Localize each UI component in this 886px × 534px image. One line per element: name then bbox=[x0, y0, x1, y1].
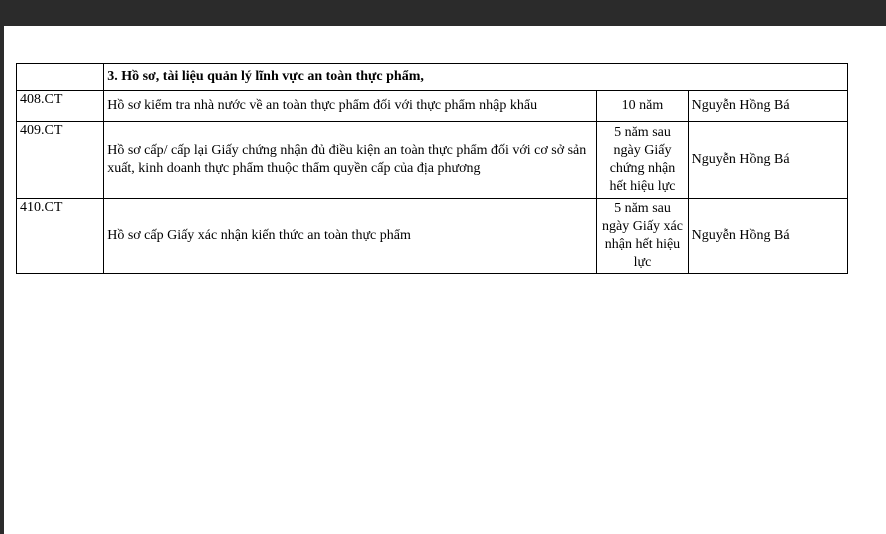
section-header-row bbox=[17, 64, 848, 91]
table-row bbox=[17, 91, 848, 122]
viewer-top-bar bbox=[0, 0, 886, 16]
table-row bbox=[17, 199, 848, 274]
retention-period: 5 năm sau ngày Giấy xác nhận hết hiệu lực bbox=[597, 199, 688, 274]
record-code: 409.CT bbox=[17, 122, 104, 199]
section-title: 3. Hồ sơ, tài liệu quản lý lĩnh vực an toàn thực phẩm, bbox=[104, 64, 848, 91]
responsible-person: Nguyễn Hồng Bá bbox=[688, 199, 847, 274]
record-code: 408.CT bbox=[17, 91, 104, 122]
record-description: Hồ sơ cấp/ cấp lại Giấy chứng nhận đủ điều kiện an toàn thực phẩm đối với cơ sở sản xuất, kinh doanh thực phẩm thuộc thẩm quyền cấp của địa phương bbox=[104, 122, 597, 199]
document-page bbox=[4, 26, 886, 534]
table-row bbox=[17, 122, 848, 199]
retention-period: 5 năm sau ngày Giấy chứng nhận hết hiệu lực bbox=[597, 122, 688, 199]
retention-period: 10 năm bbox=[597, 91, 688, 122]
responsible-person: Nguyễn Hồng Bá bbox=[688, 91, 847, 122]
records-table bbox=[16, 63, 848, 274]
responsible-person: Nguyễn Hồng Bá bbox=[688, 122, 847, 199]
record-description: Hồ sơ cấp Giấy xác nhận kiến thức an toàn thực phẩm bbox=[104, 199, 597, 274]
record-description: Hồ sơ kiểm tra nhà nước về an toàn thực phẩm đối với thực phẩm nhập khẩu bbox=[104, 91, 597, 122]
record-code: 410.CT bbox=[17, 199, 104, 274]
empty-code-cell bbox=[17, 64, 104, 91]
